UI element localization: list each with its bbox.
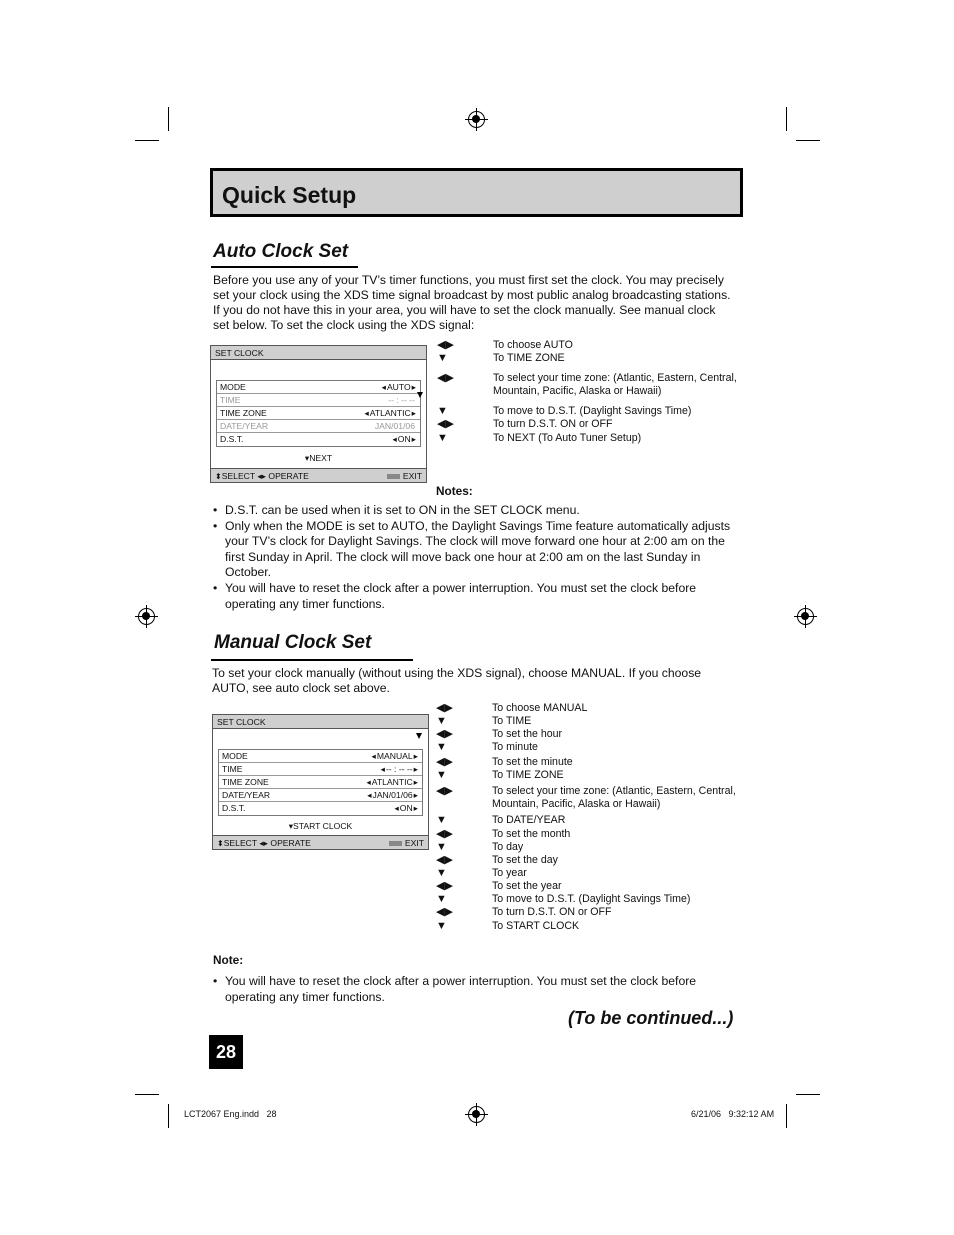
manual-clock-set-title: Manual Clock Set (214, 632, 372, 653)
left-right-arrow-icon: ◀▶ (436, 854, 453, 866)
left-right-arrow-icon: ◀▶ (436, 702, 453, 714)
footer-file-info: LCT2067 Eng.indd 28 (184, 1109, 277, 1119)
menu-row-time-zone[interactable] (217, 407, 420, 420)
menu-row-value: ◂ ON ▸ (394, 803, 418, 814)
menu-row-value: JAN/01/06 (374, 421, 415, 431)
auto-notes-list (213, 503, 733, 612)
step-text: To turn D.S.T. ON or OFF (492, 906, 612, 918)
menu-title: SET CLOCK (213, 715, 428, 729)
step-text: To turn D.S.T. ON or OFF (493, 418, 613, 430)
header-banner (210, 168, 743, 217)
title-underline (211, 659, 413, 661)
registration-mark-icon (138, 608, 155, 625)
step-text: To select your time zone: (Atlantic, Eastern, Central, Mountain, Pacific, Alaska or Hawaii) (493, 372, 737, 397)
step-text: To day (492, 841, 524, 853)
menu-row-label: TIME (222, 764, 243, 774)
menu-row-time[interactable] (219, 763, 422, 776)
note-item: • You will have to reset the clock after a power interruption. You must set the clock before operating any timer functions. (213, 974, 733, 1005)
select-hint: ⬍ SELECT (215, 471, 255, 481)
menu-row-dst[interactable] (219, 802, 422, 815)
menu-row-label: TIME (220, 395, 241, 405)
menu-row-value: ◂ MANUAL ▸ (372, 751, 418, 762)
down-arrow-icon: ▼ (436, 893, 447, 905)
crop-mark (786, 107, 787, 131)
menu-row-label: MODE (220, 382, 246, 392)
menu-row-dst[interactable] (217, 433, 420, 446)
down-arrow-icon: ▼ (437, 405, 448, 417)
notes-heading: Notes: (436, 484, 473, 498)
down-arrow-icon: ▼ (437, 432, 448, 444)
menu-row-date-year (217, 420, 420, 433)
down-arrow-icon: ▼ (436, 769, 447, 781)
registration-mark-icon (468, 1106, 485, 1123)
pointer-cursor-icon (417, 392, 423, 398)
title-underline (211, 266, 358, 268)
menu-next-item[interactable]: ▾ NEXT (211, 453, 426, 464)
down-arrow-icon: ▼ (437, 352, 448, 364)
footer-date-info: 6/21/06 9:32:12 AM (691, 1109, 775, 1119)
menu-row-value: -- : -- -- (388, 395, 415, 405)
crop-mark (135, 1094, 159, 1095)
menu-footer (211, 468, 426, 482)
menu-row-label: TIME ZONE (220, 408, 267, 418)
note-item: • You will have to reset the clock after a power interruption. You must set the clock before operating any timer functions. (213, 581, 733, 612)
menu-row-value: ◂ JAN/01/06 ▸ (367, 790, 418, 801)
step-text: To choose AUTO (493, 339, 573, 351)
auto-intro-paragraph: Before you use any of your TV’s timer functions, you must first set the clock. You may precisely set your clock using the XDS time signal broadcast by most public analog broadcasting stations. If you do not have this in your area, you will have to set the clock manually. See manual clock set below. To set the clock using the XDS signal: (213, 273, 731, 332)
registration-mark-icon (468, 111, 485, 128)
step-text: To NEXT (To Auto Tuner Setup) (493, 432, 642, 444)
menu-row-label: D.S.T. (220, 434, 244, 444)
menu-footer (213, 835, 428, 849)
auto-clock-set-title: Auto Clock Set (213, 241, 349, 262)
step-text: To move to D.S.T. (Daylight Savings Time) (492, 893, 691, 905)
note-heading: Note: (213, 953, 244, 967)
auto-set-clock-menu (210, 345, 427, 483)
manual-intro-paragraph: To set your clock manually (without using the XDS signal), choose MANUAL. If you choose AUTO, see auto clock set above. (212, 666, 702, 695)
step-text: To select your time zone: (Atlantic, Eastern, Central, Mountain, Pacific, Alaska or Hawaii) (492, 785, 736, 810)
registration-mark-icon (797, 608, 814, 625)
operate-hint: ◂▸ OPERATE (256, 838, 311, 848)
step-text: To set the day (492, 854, 558, 866)
page-title: Quick Setup (222, 182, 357, 208)
menu-row-label: DATE/YEAR (222, 790, 271, 800)
menu-row-date-year[interactable] (219, 789, 422, 802)
menu-row-value: ◂ AUTO ▸ (382, 382, 416, 393)
menu-row-mode[interactable] (219, 750, 422, 763)
exit-hint: EXIT (387, 471, 422, 481)
note-item: • Only when the MODE is set to AUTO, the Daylight Savings Time feature automatically adjusts your TV’s clock for Daylight Savings. The clock will move forward one hour at 2:00 am on the first Sunday in April. The clock will move back one hour at 2:00 am on the last Sunday in October. (213, 519, 733, 581)
menu-row-value: ◂ -- : -- -- ▸ (381, 764, 418, 775)
menu-row-time (217, 394, 420, 407)
menu-row-mode[interactable] (217, 381, 420, 394)
to-be-continued-label: (To be continued...) (568, 1008, 734, 1028)
step-text: To set the year (492, 880, 562, 892)
menu-rows (216, 380, 421, 447)
step-text: To TIME ZONE (493, 352, 565, 364)
step-text: To TIME (492, 715, 532, 727)
operate-hint: ◂▸ OPERATE (254, 471, 309, 481)
step-text: To minute (492, 741, 538, 753)
menu-row-value: ◂ ON ▸ (392, 434, 416, 445)
left-right-arrow-icon: ◀▶ (437, 339, 454, 351)
left-right-arrow-icon: ◀▶ (436, 756, 453, 768)
menu-row-label: D.S.T. (222, 803, 246, 813)
left-right-arrow-icon: ◀▶ (436, 880, 453, 892)
step-text: To year (492, 867, 527, 879)
step-text: To set the month (492, 828, 571, 840)
down-arrow-icon: ▼ (436, 841, 447, 853)
page-number: 28 (209, 1035, 243, 1069)
exit-hint: EXIT (389, 838, 424, 848)
crop-mark (796, 1094, 820, 1095)
step-text: To TIME ZONE (492, 769, 564, 781)
crop-mark (168, 107, 169, 131)
pointer-cursor-icon (416, 733, 422, 739)
menu-row-label: MODE (222, 751, 248, 761)
menu-row-time-zone[interactable] (219, 776, 422, 789)
step-text: To choose MANUAL (492, 702, 588, 714)
menu-start-clock-item[interactable]: ▾ START CLOCK (213, 821, 428, 832)
manual-set-clock-menu (212, 714, 429, 850)
step-text: To set the minute (492, 756, 573, 768)
step-text: To DATE/YEAR (492, 814, 566, 826)
menu-row-value: ◂ ATLANTIC ▸ (364, 408, 416, 419)
manual-notes-list (213, 974, 733, 1005)
crop-mark (135, 140, 159, 141)
down-arrow-icon: ▼ (436, 715, 447, 727)
down-arrow-icon: ▼ (436, 741, 447, 753)
select-hint: ⬍ SELECT (217, 838, 257, 848)
down-arrow-icon: ▼ (436, 814, 447, 826)
left-right-arrow-icon: ◀▶ (437, 418, 454, 430)
left-right-arrow-icon: ◀▶ (437, 372, 454, 384)
crop-mark (786, 1104, 787, 1128)
menu-row-value: ◂ ATLANTIC ▸ (366, 777, 418, 788)
menu-title: SET CLOCK (211, 346, 426, 360)
left-right-arrow-icon: ◀▶ (436, 728, 453, 740)
step-text: To START CLOCK (492, 920, 580, 932)
crop-mark (796, 140, 820, 141)
step-text: To set the hour (492, 728, 563, 740)
step-text: To move to D.S.T. (Daylight Savings Time) (493, 405, 692, 417)
menu-rows (218, 749, 423, 816)
left-right-arrow-icon: ◀▶ (436, 906, 453, 918)
crop-mark (168, 1104, 169, 1128)
left-right-arrow-icon: ◀▶ (436, 828, 453, 840)
note-item: • D.S.T. can be used when it is set to ON in the SET CLOCK menu. (213, 503, 733, 519)
down-arrow-icon: ▼ (436, 920, 447, 932)
left-right-arrow-icon: ◀▶ (436, 785, 453, 797)
menu-row-label: DATE/YEAR (220, 421, 269, 431)
menu-row-label: TIME ZONE (222, 777, 269, 787)
down-arrow-icon: ▼ (436, 867, 447, 879)
